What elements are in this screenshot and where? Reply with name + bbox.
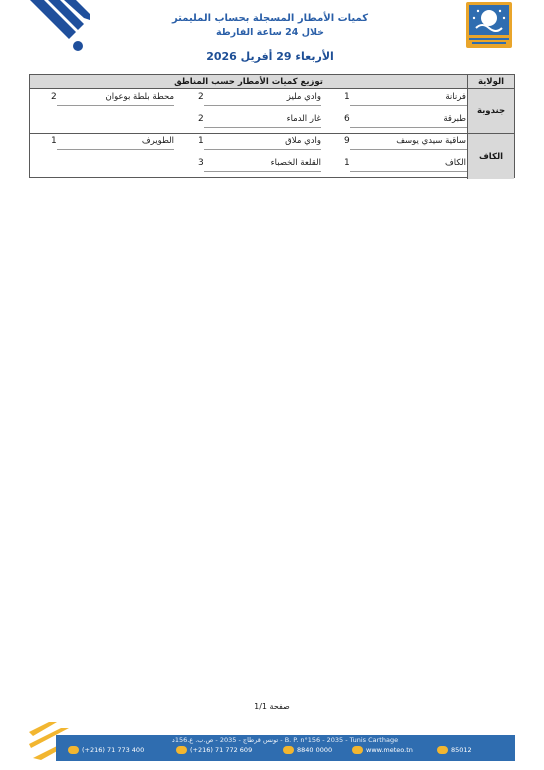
contact-hotline	[437, 746, 472, 754]
station-name: وادي مليز	[286, 92, 321, 102]
rain-value: 1	[51, 136, 57, 146]
phone-icon	[437, 746, 448, 754]
row-underline	[57, 149, 174, 150]
rain-value: 2	[51, 92, 57, 102]
rain-value: 1	[198, 136, 204, 146]
rain-value: 1	[344, 158, 350, 168]
region-separator	[30, 133, 467, 134]
rain-value: 9	[344, 136, 350, 146]
rainfall-table	[29, 74, 515, 178]
column-header-distribution: توزيع كميات الأمطار حسب المناطق	[30, 75, 467, 89]
corner-stripes-decoration	[30, 0, 90, 52]
contact-text: 8840 0000	[297, 746, 333, 754]
row-underline	[57, 105, 174, 106]
station-name: القلعة الخصباء	[270, 158, 321, 168]
contact-phone	[68, 746, 144, 754]
report-date: الأربعاء 29 أفريل 2026	[206, 50, 334, 63]
station-name: طبرقة	[443, 114, 466, 124]
station-name: الطويرف	[141, 136, 174, 146]
row-underline	[350, 105, 467, 106]
rain-value: 6	[344, 114, 350, 124]
phone-icon	[283, 746, 294, 754]
rain-value: 3	[198, 158, 204, 168]
contact-text: (+216) 71 773 400	[82, 746, 145, 754]
contact-fax	[176, 746, 252, 754]
footer-address: B. P. n°156 - 2035 - Tunis Carthage - تونس قرطاج - 2035 - ص.ب. ع.156د	[171, 736, 399, 744]
row-underline	[204, 105, 321, 106]
contact-text: 85012	[451, 746, 472, 754]
page-number: صفحة 1/1	[254, 702, 290, 711]
station-name: غار الدماء	[286, 114, 321, 124]
contact-text: (+216) 71 772 609	[190, 746, 253, 754]
fax-icon	[176, 746, 187, 754]
station-name: الكاف	[444, 158, 466, 168]
row-underline	[204, 127, 321, 128]
row-underline	[350, 171, 467, 172]
contact-text[interactable]: www.meteo.tn	[366, 746, 413, 754]
row-underline	[204, 149, 321, 150]
rain-value: 2	[198, 92, 204, 102]
report-title: كميات الأمطار المسجلة بحساب المليمتر	[171, 13, 369, 24]
contact-phone-short	[283, 746, 332, 754]
rain-value: 2	[198, 114, 204, 124]
phone-icon	[68, 746, 79, 754]
wilaya-cell: الكاف	[467, 133, 514, 179]
report-subtitle: خلال 24 ساعة الفارطة	[215, 27, 325, 38]
wilaya-cell: جندوبة	[467, 89, 514, 133]
column-header-wilaya: الولاية	[467, 75, 514, 89]
meteo-logo-icon	[466, 2, 512, 48]
row-underline	[350, 127, 467, 128]
station-name: وادي ملاق	[285, 136, 321, 146]
station-name: فرنانة	[445, 92, 466, 102]
station-name: ساقية سيدي يوسف	[396, 136, 466, 146]
contact-website[interactable]	[352, 746, 413, 754]
row-underline	[204, 171, 321, 172]
row-underline	[350, 149, 467, 150]
web-icon	[352, 746, 363, 754]
rain-value: 1	[344, 92, 350, 102]
station-name: محطة بلطة بوعوان	[105, 92, 174, 102]
